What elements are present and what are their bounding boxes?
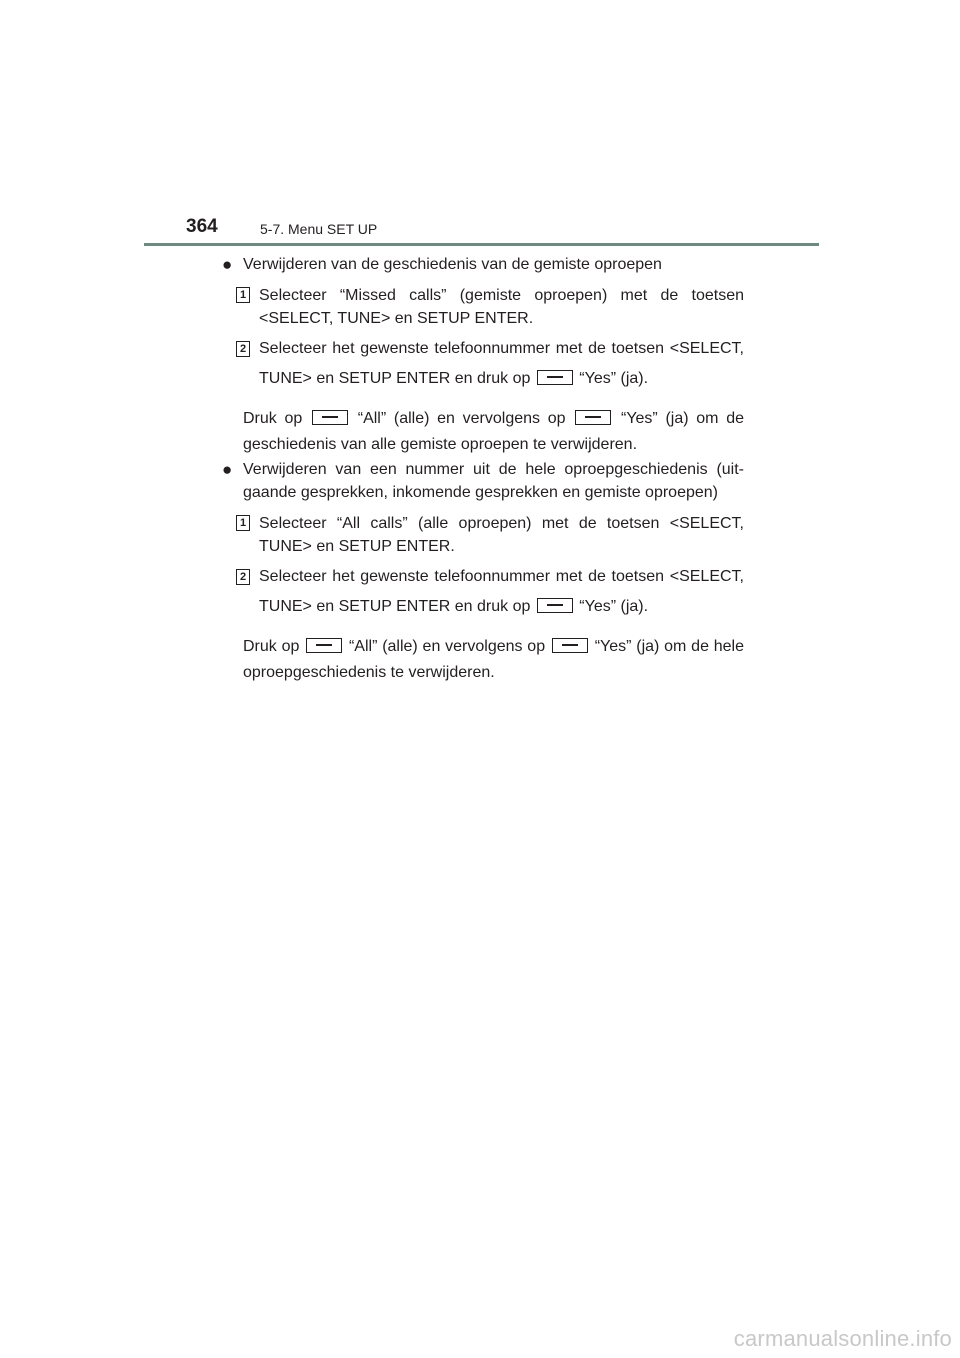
bullet-heading-text: Verwijderen van een nummer uit de hele oproepgeschiedenis (uit- gaande gesprekken, inkomende gesprekken en gemiste oproepen) — [243, 461, 744, 501]
step-text: Selecteer het gewenste telefoonnummer met de toetsen <SELECT, TUNE> en SETUP ENTER en druk op — [259, 340, 744, 387]
step-text: Selecteer “Missed calls” (gemiste oproepen) met de toetsen <SELECT, TUNE> en SETUP ENTER. — [259, 287, 744, 327]
step-text: Selecteer het gewenste telefoonnummer met de toetsen <SELECT, TUNE> en SETUP ENTER en druk op — [259, 568, 744, 615]
step-text: “Yes” (ja). — [579, 598, 649, 615]
note-part: “All” (alle) en vervolgens op — [348, 638, 546, 655]
screen-button-icon — [552, 638, 588, 653]
note-part: “Yes” (ja) om de hele oproepgeschiedenis te verwijderen. — [243, 638, 745, 681]
bullet-heading-text: Verwijderen van de geschiedenis van de gemiste oproepen — [243, 256, 662, 273]
step-number-badge: 1 — [236, 287, 250, 303]
note-part: “Yes” (ja) om de geschiedenis van alle gemiste oproepen te verwijderen. — [243, 410, 745, 453]
step-number-badge: 2 — [236, 569, 250, 585]
step — [222, 334, 744, 394]
screen-button-icon — [537, 598, 573, 613]
bullet-heading — [222, 253, 744, 276]
screen-button-icon — [537, 370, 573, 385]
screen-button-icon — [312, 410, 348, 425]
section-title: 5-7. Menu SET UP — [260, 221, 378, 237]
note-text — [222, 406, 744, 458]
step-text: “Yes” (ja). — [579, 370, 649, 387]
step-text: Selecteer “All calls” (alle oproepen) met de toetsen <SELECT, TUNE> en SETUP ENTER. — [259, 515, 744, 555]
bullet-heading — [222, 458, 744, 504]
step-number-badge: 1 — [236, 515, 250, 531]
note-part: Druk op — [243, 410, 303, 427]
header-rule — [144, 243, 819, 246]
page-content — [222, 253, 744, 686]
page-header — [0, 0, 960, 250]
step-number-badge: 2 — [236, 341, 250, 357]
step — [222, 562, 744, 622]
step — [222, 284, 744, 330]
note-part: Druk op — [243, 638, 300, 655]
page-number: 364 — [186, 216, 218, 237]
bullet-icon: ● — [222, 460, 233, 479]
screen-button-icon — [306, 638, 342, 653]
note-text — [222, 634, 744, 686]
step — [222, 512, 744, 558]
screen-button-icon — [575, 410, 611, 425]
note-part: “All” (alle) en vervolgens op — [357, 410, 566, 427]
watermark: carmanualsonline.info — [733, 1326, 952, 1351]
bullet-icon: ● — [222, 255, 233, 274]
